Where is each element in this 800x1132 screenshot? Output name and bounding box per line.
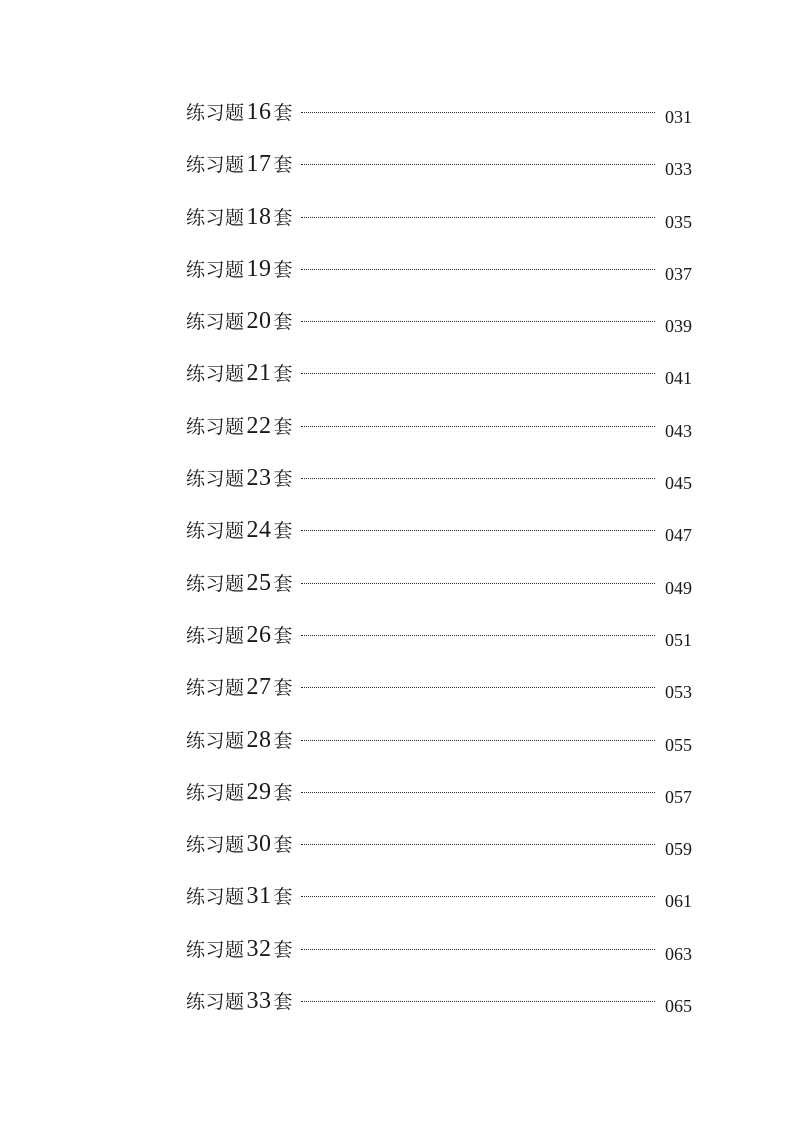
entry-suffix: 套 <box>273 468 294 491</box>
entry-suffix: 套 <box>273 363 294 386</box>
entry-title <box>186 98 293 126</box>
table-of-contents <box>186 98 692 1039</box>
toc-entry[interactable] <box>186 516 692 568</box>
entry-number: 16 <box>246 99 272 125</box>
dot-leader <box>301 112 655 113</box>
entry-number: 18 <box>246 203 272 230</box>
dot-leader <box>301 217 655 218</box>
entry-number: 26 <box>246 621 272 648</box>
dot-leader <box>301 478 655 479</box>
entry-number: 30 <box>246 831 272 858</box>
entry-title <box>186 255 293 283</box>
entry-prefix: 练习题 <box>186 781 245 804</box>
entry-page-number: 051 <box>665 629 692 650</box>
entry-suffix: 套 <box>273 677 294 700</box>
entry-prefix: 练习题 <box>186 154 245 177</box>
toc-entry[interactable] <box>186 882 692 934</box>
entry-suffix: 套 <box>273 258 294 281</box>
entry-page-number: 065 <box>665 996 692 1017</box>
entry-number: 22 <box>246 412 272 439</box>
toc-entry[interactable] <box>186 464 692 516</box>
entry-title <box>186 307 293 335</box>
toc-entry[interactable] <box>186 307 692 359</box>
toc-entry[interactable] <box>186 255 692 307</box>
entry-title <box>186 203 293 231</box>
entry-suffix: 套 <box>273 938 294 961</box>
dot-leader <box>301 269 655 270</box>
entry-prefix: 练习题 <box>186 991 245 1014</box>
entry-title <box>186 830 293 858</box>
entry-page-number: 033 <box>665 159 692 180</box>
entry-prefix: 练习题 <box>186 624 245 647</box>
toc-entry[interactable] <box>186 935 692 987</box>
entry-prefix: 练习题 <box>186 206 245 229</box>
entry-title <box>186 359 293 387</box>
entry-page-number: 041 <box>665 368 692 389</box>
toc-entry[interactable] <box>186 830 692 882</box>
entry-title <box>186 673 293 701</box>
dot-leader <box>301 792 655 793</box>
toc-entry[interactable] <box>186 621 692 673</box>
entry-suffix: 套 <box>273 834 294 857</box>
entry-title <box>186 778 293 806</box>
entry-prefix: 练习题 <box>186 363 245 386</box>
entry-suffix: 套 <box>273 729 294 752</box>
entry-number: 24 <box>246 517 272 544</box>
dot-leader <box>301 530 655 531</box>
entry-title <box>186 726 293 754</box>
entry-suffix: 套 <box>273 206 294 229</box>
toc-entry[interactable] <box>186 778 692 830</box>
entry-prefix: 练习题 <box>186 520 245 543</box>
dot-leader <box>301 583 655 584</box>
entry-number: 19 <box>246 255 272 282</box>
entry-number: 23 <box>246 465 272 492</box>
entry-title <box>186 464 293 492</box>
entry-page-number: 049 <box>665 577 692 598</box>
entry-suffix: 套 <box>273 415 294 438</box>
entry-prefix: 练习题 <box>186 729 245 752</box>
toc-entry[interactable] <box>186 987 692 1039</box>
entry-title <box>186 412 293 440</box>
entry-prefix: 练习题 <box>186 468 245 491</box>
entry-title <box>186 516 293 544</box>
entry-number: 17 <box>246 151 272 178</box>
entry-title <box>186 150 293 178</box>
dot-leader <box>301 740 655 741</box>
dot-leader <box>301 164 655 165</box>
toc-entry[interactable] <box>186 412 692 464</box>
entry-number: 32 <box>246 935 272 962</box>
entry-number: 20 <box>246 308 272 335</box>
entry-page-number: 035 <box>665 211 692 232</box>
dot-leader <box>301 426 655 427</box>
entry-page-number: 061 <box>665 891 692 912</box>
toc-entry[interactable] <box>186 726 692 778</box>
entry-page-number: 043 <box>665 420 692 441</box>
entry-page-number: 039 <box>665 316 692 337</box>
entry-page-number: 037 <box>665 263 692 284</box>
toc-entry[interactable] <box>186 203 692 255</box>
entry-suffix: 套 <box>273 781 294 804</box>
entry-suffix: 套 <box>273 154 294 177</box>
entry-suffix: 套 <box>273 311 294 334</box>
entry-number: 29 <box>246 778 272 805</box>
entry-suffix: 套 <box>273 102 294 124</box>
entry-number: 31 <box>246 883 272 910</box>
dot-leader <box>301 635 655 636</box>
toc-entry[interactable] <box>186 569 692 621</box>
entry-page-number: 047 <box>665 525 692 546</box>
entry-page-number: 063 <box>665 943 692 964</box>
entry-suffix: 套 <box>273 572 294 595</box>
entry-prefix: 练习题 <box>186 938 245 961</box>
entry-title <box>186 882 293 910</box>
entry-number: 33 <box>246 988 272 1015</box>
dot-leader <box>301 373 655 374</box>
entry-page-number: 031 <box>665 107 692 127</box>
entry-prefix: 练习题 <box>186 102 245 124</box>
entry-number: 27 <box>246 674 272 701</box>
entry-title <box>186 621 293 649</box>
entry-page-number: 059 <box>665 839 692 860</box>
dot-leader <box>301 949 655 950</box>
entry-prefix: 练习题 <box>186 834 245 857</box>
dot-leader <box>301 687 655 688</box>
entry-page-number: 045 <box>665 473 692 494</box>
entry-prefix: 练习题 <box>186 886 245 909</box>
entry-prefix: 练习题 <box>186 415 245 438</box>
toc-entry[interactable] <box>186 150 692 202</box>
entry-prefix: 练习题 <box>186 572 245 595</box>
toc-entry[interactable] <box>186 98 692 150</box>
entry-prefix: 练习题 <box>186 258 245 281</box>
entry-number: 28 <box>246 726 272 753</box>
entry-suffix: 套 <box>273 886 294 909</box>
entry-title <box>186 987 293 1015</box>
entry-suffix: 套 <box>273 520 294 543</box>
entry-page-number: 057 <box>665 786 692 807</box>
toc-entry[interactable] <box>186 359 692 411</box>
entry-prefix: 练习题 <box>186 311 245 334</box>
entry-page-number: 053 <box>665 682 692 703</box>
entry-suffix: 套 <box>273 624 294 647</box>
toc-entry[interactable] <box>186 673 692 725</box>
dot-leader <box>301 844 655 845</box>
entry-page-number: 055 <box>665 734 692 755</box>
entry-title <box>186 935 293 963</box>
dot-leader <box>301 896 655 897</box>
entry-suffix: 套 <box>273 991 294 1014</box>
entry-number: 25 <box>246 569 272 596</box>
entry-title <box>186 569 293 597</box>
dot-leader <box>301 321 655 322</box>
entry-prefix: 练习题 <box>186 677 245 700</box>
dot-leader <box>301 1001 655 1002</box>
entry-number: 21 <box>246 360 272 387</box>
